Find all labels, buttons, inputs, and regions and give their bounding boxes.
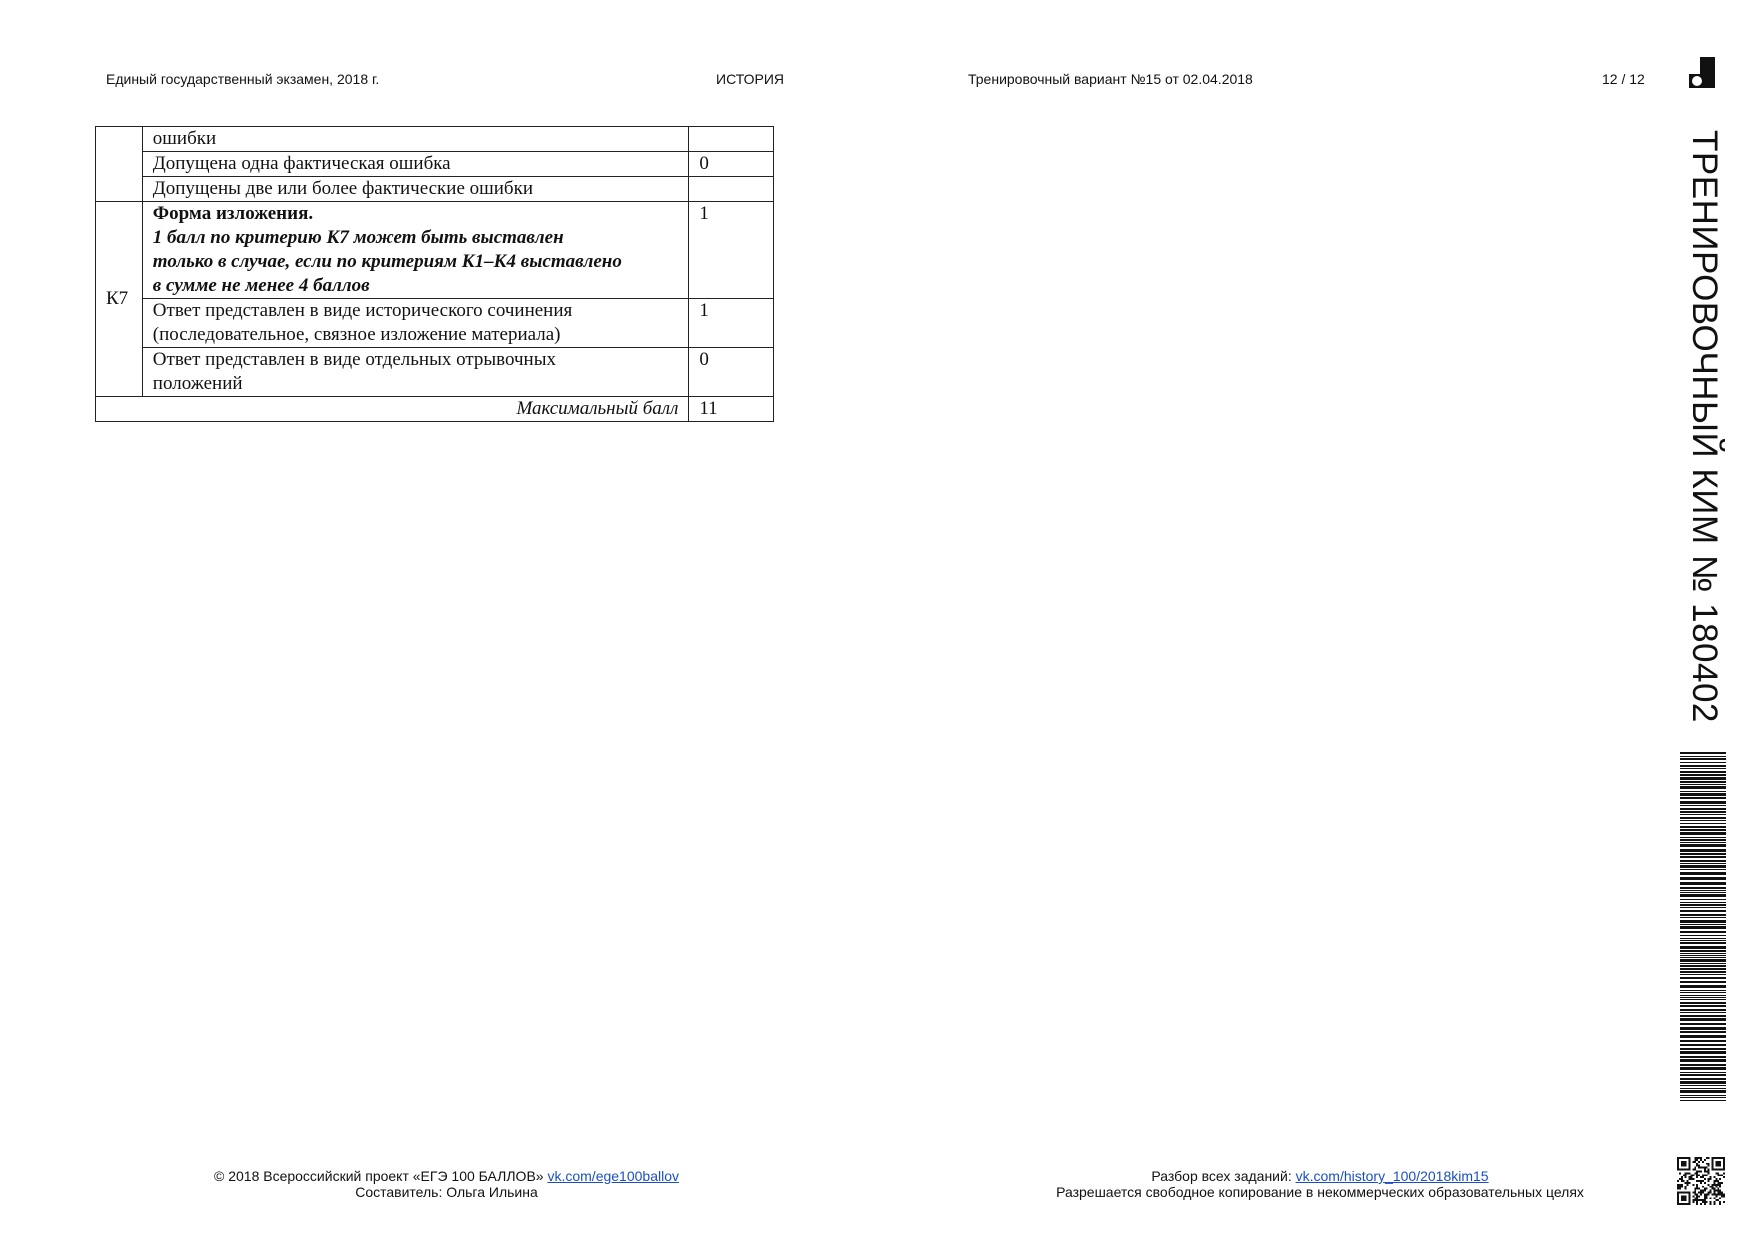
barcode-bar [1680, 931, 1726, 933]
barcode-bar [1680, 853, 1726, 855]
qr-code-icon [1677, 1157, 1725, 1205]
criterion-score [689, 127, 774, 152]
barcode-bar [1680, 1035, 1726, 1038]
table-row [96, 202, 774, 299]
table-row [96, 397, 774, 422]
side-title: ТРЕНИРОВОЧНЫЙ КИМ № 180402 [1685, 130, 1724, 723]
barcode-bar [1680, 777, 1726, 780]
barcode-bar [1680, 1044, 1726, 1046]
barcode-bar [1680, 1100, 1726, 1101]
barcode-bar [1680, 938, 1726, 939]
barcode-bar [1680, 1059, 1726, 1062]
header-subject: ИСТОРИЯ [716, 71, 785, 87]
barcode-bar [1680, 1078, 1726, 1080]
barcode-bar [1680, 955, 1726, 956]
barcode-bar [1680, 837, 1726, 838]
criterion-description [142, 177, 689, 202]
barcode-bar [1680, 997, 1726, 998]
barcode-bar [1680, 1051, 1726, 1054]
criterion-description-text: Допущены две или более фактические ошибки [152, 178, 534, 199]
barcode-bar [1680, 1088, 1726, 1089]
barcode-bar [1680, 957, 1726, 958]
barcode-bar [1680, 942, 1726, 944]
barcode-bar [1680, 990, 1726, 991]
table-row [96, 348, 774, 397]
barcode-bar [1680, 1072, 1726, 1073]
barcode-bar [1680, 1031, 1726, 1033]
header-page-number: 12 / 12 [1602, 71, 1645, 87]
barcode-bar [1680, 910, 1726, 912]
barcode-bar [1680, 863, 1726, 864]
barcode-bar [1680, 784, 1726, 785]
barcode-bar [1680, 985, 1726, 988]
criterion-code: К7 [96, 202, 143, 397]
barcode-bar [1680, 902, 1726, 903]
barcode-bar [1680, 865, 1726, 868]
criterion-description-text: положений [152, 373, 243, 394]
criterion-score: 0 [689, 152, 774, 177]
barcode-bar [1680, 793, 1726, 796]
barcode-bar [1680, 1012, 1726, 1013]
barcode-bar [1680, 1002, 1726, 1004]
barcode-bar [1680, 832, 1726, 835]
criterion-description [142, 127, 689, 152]
barcode-bar [1680, 999, 1726, 1000]
barcode-bar [1680, 965, 1726, 967]
barcode-bar [1680, 781, 1726, 783]
footer-left [204, 1168, 689, 1200]
criterion-description-text: Ответ представлен в виде отдельных отрывочных [152, 349, 556, 370]
criterion-description [142, 299, 689, 348]
barcode-bar [1680, 1048, 1726, 1050]
barcode-bar [1680, 820, 1726, 821]
barcode-bar [1680, 1067, 1726, 1070]
barcode-bar [1680, 971, 1726, 973]
barcode-bar [1680, 842, 1726, 843]
criterion-title: Форма изложения. [152, 203, 314, 224]
criterion-note-line: 1 балл по критерию К7 может быть выставлен [152, 227, 564, 248]
barcode-bar [1680, 808, 1726, 810]
table-row [96, 152, 774, 177]
barcode-bar [1680, 856, 1726, 858]
footer-copyright: © 2018 Всероссийский проект «ЕГЭ 100 БАЛЛОВ» [214, 1168, 544, 1184]
barcode-bar [1680, 940, 1726, 941]
barcode-bar [1680, 1056, 1726, 1058]
barcode-bar [1680, 771, 1726, 773]
barcode-bar [1680, 791, 1726, 792]
barcode-bar [1680, 1005, 1726, 1007]
barcode-bar [1680, 974, 1726, 975]
barcode-bar [1680, 894, 1726, 897]
criterion-description-text: Допущена одна фактическая ошибка [152, 153, 451, 174]
barcode-bar [1680, 872, 1726, 875]
barcode-bar [1680, 1064, 1726, 1066]
criterion-description [142, 152, 689, 177]
barcode-bar [1680, 801, 1726, 804]
barcode-bar [1680, 1095, 1726, 1096]
barcode-bar [1680, 892, 1726, 893]
footer-project-link[interactable]: vk.com/ege100ballov [547, 1168, 679, 1184]
criterion-description-text: (последовательное, связное изложение материала) [152, 324, 561, 345]
barcode-bar [1680, 926, 1726, 929]
barcode-bar [1680, 959, 1726, 962]
barcode-bar [1680, 1018, 1726, 1021]
barcode-bar [1680, 756, 1726, 757]
barcode-bar [1680, 805, 1726, 806]
barcode-bar [1680, 811, 1726, 813]
barcode-bar [1680, 839, 1726, 841]
barcode-bar [1680, 860, 1726, 862]
footer-right [1020, 1168, 1620, 1200]
barcode-bar [1680, 797, 1726, 799]
barcode-bar [1680, 765, 1726, 767]
corner-mark-icon [1689, 57, 1715, 88]
barcode-bar [1680, 904, 1726, 906]
footer-author: Составитель: Ольга Ильина [355, 1184, 538, 1200]
barcode-bar [1680, 977, 1726, 979]
criterion-description [142, 348, 689, 397]
max-score-value: 11 [689, 397, 774, 422]
footer-analysis-link[interactable]: vk.com/history_100/2018kim15 [1295, 1168, 1489, 1184]
barcode-bar [1680, 869, 1726, 870]
max-score-label: Максимальный балл [96, 397, 689, 422]
table-row [96, 127, 774, 152]
barcode-bar [1680, 752, 1726, 754]
barcode-bar [1680, 758, 1726, 760]
barcode-bar [1680, 786, 1726, 789]
table-row [96, 299, 774, 348]
barcode-bar [1680, 946, 1726, 949]
barcode-bar [1680, 1081, 1726, 1084]
barcode-bar [1680, 823, 1726, 824]
criterion-score [689, 177, 774, 202]
barcode-bar [1680, 992, 1726, 993]
barcode-bar [1680, 877, 1726, 880]
barcode-bar [1680, 1074, 1726, 1076]
barcode-bar [1680, 844, 1726, 847]
barcode-bar [1680, 1040, 1726, 1042]
barcode-bar [1680, 914, 1726, 916]
criterion-code-cell [96, 127, 143, 202]
header-exam-title: Единый государственный экзамен, 2018 г. [106, 71, 380, 87]
criterion-note-line: только в случае, если по критериям К1–К4 выставлено [152, 251, 622, 272]
barcode-bar [1680, 953, 1726, 954]
header-variant: Тренировочный вариант №15 от 02.04.2018 [968, 71, 1253, 87]
barcode-bar [1680, 995, 1726, 996]
barcode-bar [1680, 968, 1726, 970]
barcode-bar [1680, 924, 1726, 925]
footer-analysis-label: Разбор всех заданий: [1151, 1168, 1292, 1184]
barcode-icon [1680, 752, 1726, 1102]
criterion-description-text: Ответ представлен в виде исторического сочинения [152, 300, 573, 321]
barcode-bar [1680, 1009, 1726, 1011]
barcode-bar [1680, 890, 1726, 891]
barcode-bar [1680, 849, 1726, 852]
barcode-bar [1680, 1090, 1726, 1093]
barcode-bar [1680, 774, 1726, 776]
barcode-bar [1680, 887, 1726, 889]
barcode-bar [1680, 1015, 1726, 1017]
barcode-bar [1680, 981, 1726, 983]
barcode-bar [1680, 814, 1726, 815]
barcode-bar [1680, 899, 1726, 900]
barcode-bar [1680, 762, 1726, 763]
criterion-score: 1 [689, 202, 774, 299]
criteria-table [95, 126, 774, 422]
barcode-bar [1680, 935, 1726, 936]
barcode-bar [1680, 1085, 1726, 1086]
footer-copyright-line [204, 1168, 689, 1184]
footer-analysis-line [1020, 1168, 1620, 1184]
barcode-bar [1680, 768, 1726, 769]
barcode-bar [1680, 950, 1726, 952]
barcode-bar [1680, 1027, 1726, 1030]
barcode-bar [1680, 1097, 1726, 1098]
criterion-note-line: в сумме не менее 4 баллов [152, 275, 370, 296]
footer-copy-note: Разрешается свободное копирование в некоммерческих образовательных целях [1056, 1184, 1584, 1200]
barcode-bar [1680, 920, 1726, 923]
barcode-bar [1680, 907, 1726, 908]
criterion-score: 0 [689, 348, 774, 397]
barcode-bar [1680, 917, 1726, 918]
barcode-bar [1680, 1023, 1726, 1025]
barcode-bar [1680, 829, 1726, 831]
table-row [96, 177, 774, 202]
barcode-bar [1680, 826, 1726, 828]
criterion-description [142, 202, 689, 299]
barcode-bar [1680, 963, 1726, 964]
criterion-score: 1 [689, 299, 774, 348]
criterion-description-text: ошибки [152, 128, 217, 149]
barcode-bar [1680, 817, 1726, 819]
barcode-bar [1680, 882, 1726, 885]
